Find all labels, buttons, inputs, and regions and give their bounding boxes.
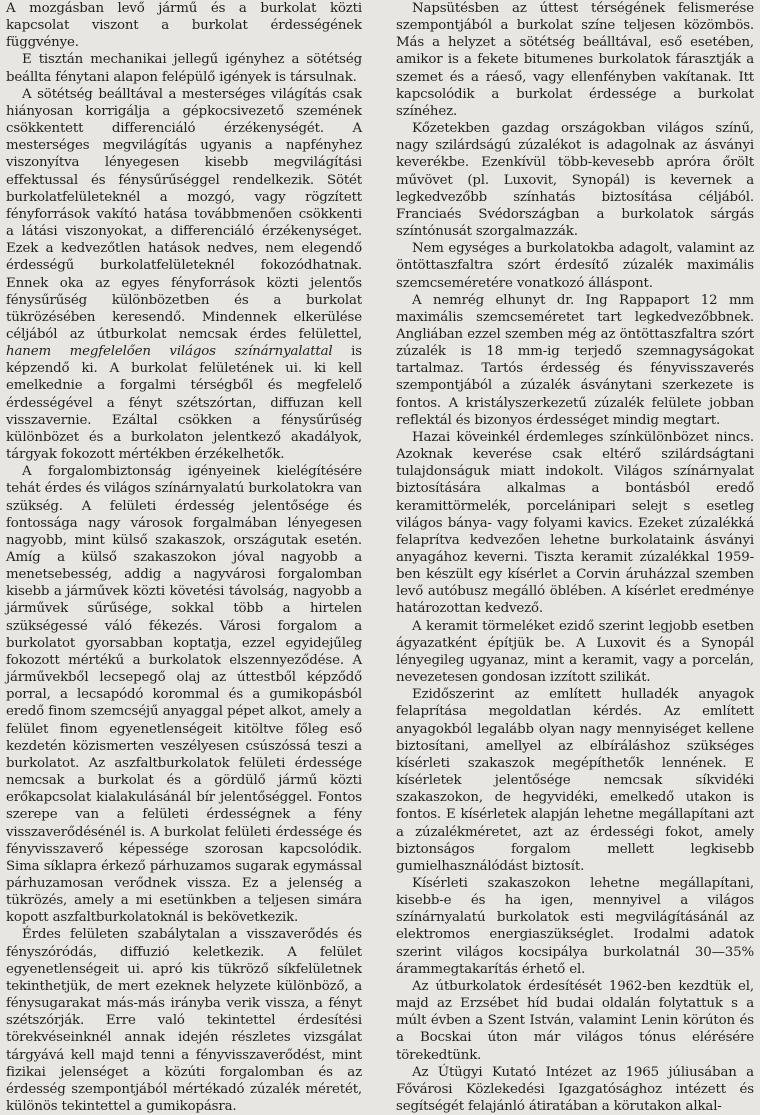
paragraph: E tisztán mechanikai jellegű igényhez a sötétség beállta fénytani alapon felépülő igények is társulnak. [6,52,362,85]
paragraph: Kísérleti szakaszokon lehetne megállapítani, kisebb-e és ha igen, mennyivel a világos színárnyalatú burkolatok esti megvilágításánál az elektromos energiaszükséglet. Irodalmi adatok szerint világos kocsipálya burkolatnál 30—35% árammegtakarítás érhető el. [396,875,754,977]
paragraph: Az útburkolatok érdesítését 1962-ben kezdtük el, majd az Erzsébet híd budai oldalán folytattuk s a múlt évben a Szent István, valamint Lenin körúton és a Bocskai úton már világos tónus elérésére törekedtünk. [396,978,754,1063]
paragraph: Érdes felületen szabálytalan a visszaverődés és fényszóródás, diffuzió keletkezik. A felület egyenetlenségeit ui. apró kis tükröző síkfelületnek tekinthetjük, de mert ezeknek helyzete különböző, a fénysugarakat más-más irányba verik vissza, a fényt szétszórják. Erre való tekintettel érdesítési törekvéseinknél annak idején részletes vizsgálat tárgyává kell majd tenni a fényvisszaverődést, mint fizikai jelenséget a közúti forgalomban és az érdesség szempontjából mértékadó zúzalék méretét, különös tekintettel a gumikopásra. [6,927,362,1114]
paragraph: Napsütésben az úttest térségének felismerése szempontjából a burkolat színe teljesen közömbös. Más a helyzet a sötétség beálltával, eső esetében, amikor is a fekete bitumenes burkolatok fárasztják a szemet és a ráeső, vagy ellenfényben vakítanak. Itt kapcsolódik a burkolat érdessége a burkolat színéhez. [396,1,754,119]
paragraph [6,86,362,463]
paragraph: Nem egységes a burkolatokba adagolt, valamint az öntöttaszfaltra szórt érdesítő zúzalék maximális szemcseméretére vonatkozó álláspont. [396,241,754,291]
paragraph-text: is képzendő ki. A burkolat felületének ui. ki kell emelkednie a forgalmi térségből és megfelelő érdességével a fényt szétszórtan, diffuzan kell visszavernie. Ezáltal csökken a fénysűrűség különbözet és a burkolaton jelentkező akadályok, tárgyak fokozott mértékben érzékelhetők. [6,344,362,463]
emphasized-text: hanem megfelelően világos színárnyalattal [6,344,333,360]
paragraph: A nemrég elhunyt dr. Ing Rappaport 12 mm maximális szemcseméretet tart legkedvezőbbnek. Angliában ezzel szemben még az öntöttaszfaltra szórt zúzalék is 18 mm-ig terjedő szemnagyságokat tartalmaz. Tartós érdesség és fényvisszaverés szempontjából a zúzalék ásványtani szerkezete is fontos. A kristályszerkezetű zúzalék felülete jobban reflektál és bizonyos érdességet mindig megtart. [396,292,754,428]
left-column [6,0,362,1115]
paragraph: Az Útügyi Kutató Intézet az 1965 júliusában a Fővárosi Közlekedési Igazgatósághoz intézett és segítségét felajánló átiratában a körutakon alkal- [396,1064,754,1114]
paragraph: Ezidőszerint az említett hulladék anyagok felaprítása megoldatlan kérdés. Az említett anyagokból legalább olyan nagy mennyiséget kellene biztosítani, amellyel az elbíráláshoz szükséges kísérleti szakaszok megépíthetők lennének. E kísérletek jelentősége nemcsak síkvidéki szakaszokon, de hegyvidéki, emelkedő utakon is fontos. E kísérletek alapján lehetne megállapítani azt a zúzalékméretet, azt az érdességi fokot, amely biztonságos forgalom mellett legkisebb gumielhasználódást biztosít. [396,687,754,874]
paragraph: Hazai köveinkél érdemleges színkülönbözet nincs. Azoknak keverése csak eltérő szilárdságtani tulajdonságuk miatt indokolt. Világos színárnyalat biztosítására alkalmas a bontásból eredő keramittörmelék, porcelánipari selejt s esetleg világos bánya- vagy folyami kavics. Ezeket zúzalékká felaprítva kedvezően lehetne burkolataink ásványi anyagához keverni. Tiszta keramit zúzalékkal 1959-ben készült egy kísérlet a Corvin áruházzal szemben levő autóbusz megálló öblében. A kísérlet eredménye határozottan kedvező. [396,429,754,617]
paragraph: A keramit törmeléket ezidő szerint legjobb esetben ágyazatként építjük be. A Luxovit és a Synopál lényegileg ugyanaz, mint a keramit, vagy a porcelán, nevezetesen gondosan izzított szilikát. [396,618,754,686]
paragraph: A mozgásban levő jármű és a burkolat közti kapcsolat viszont a burkolat érdességének függvénye. [6,1,362,51]
right-column [396,0,754,1115]
paragraph-text: A sötétség beálltával a mesterséges világítás csak hiányosan korrigálja a gépkocsivezető szemének csökkentett differenciáló érzékenységét. A mesterséges megvilágítás ugyanis a napfényhez viszonyítva lényegesen kisebb megvilágítási effektussal és fénysűrűséggel rendelkezik. Sötét burkolatfelületeknél a mozgó, vagy rögzített fényforrások vakító hatása továbbmenően csökkenti a látási viszonyokat, a differenciáló érzékenységet. Ezek a kedvezőtlen hatások nedves, nem elegendő érdességű burkolatfelületeknél fokozódhatnak. Ennek oka az egyes fényforrások közti jelentős fénysűrűség különbözetben és a burkolat tükrözésében keresendő. Mindennek elkerülése céljából az útburkolat nemcsak érdes felülettel, [6,86,362,342]
paragraph: Kőzetekben gazdag országokban világos színű, nagy szilárdságú zúzalékot is adagolnak az ásványi keverékbe. Ezenkívül több-kevesebb apróra őrölt művövet (pl. Luxovit, Synopál) is kevernek a legkedvezőbb színhatás biztosítása céljából. Franciaés Svédországban a burkolatok sárgás színtónusát szorgalmazzák. [396,121,754,240]
paragraph: A forgalombiztonság igényeinek kielégítésére tehát érdes és világos színárnyalatú burkolatokra van szükség. A felületi érdesség jelentősége és fontossága nagy városok forgalmában lényegesen nagyobb, mint külső szakaszok, országutak esetén. Amíg a külső szakaszokon jóval nagyobb a menetsebesség, addig a nagyvárosi forgalomban kisebb a járművek közti követési távolság, nagyobb a járművek sűrűsége, sokkal több a hirtelen szükségessé váló fékezés. Városi forgalom a burkolatot gyorsabban koptatja, ezzel egyidejűleg fokozott mértékű a burkolatok elszennyeződése. A járművekből lecsepegő olaj az úttestből képződő porral, a lecsapódó korommal és a gumikopásból eredő finom szemcséjű anyaggal pépet alkot, amely a felület finom egyenetlenségeit kitöltve főleg eső kezdetén közismerten veszélyesen csúszóssá teszi a burkolatot. Az aszfaltburkolatok felületi érdessége nemcsak a burkolat és a gördülő jármű közti erőkapcsolat kialakulásánál bír jelentőséggel. Fontos szerepe van a felületi érdességnek a fény visszaverődésénél is. A burkolat felületi érdessége és fényvisszaverő képessége szorosan kapcsolódik. Sima síklapra érkező párhuzamos sugarak egymással párhuzamosan verődnek vissza. Ez a jelenség a tükrözés, amely a mi esetünkben a teljesen simára kopott aszfaltburkolatoknál is bekövetkezik. [6,464,362,926]
